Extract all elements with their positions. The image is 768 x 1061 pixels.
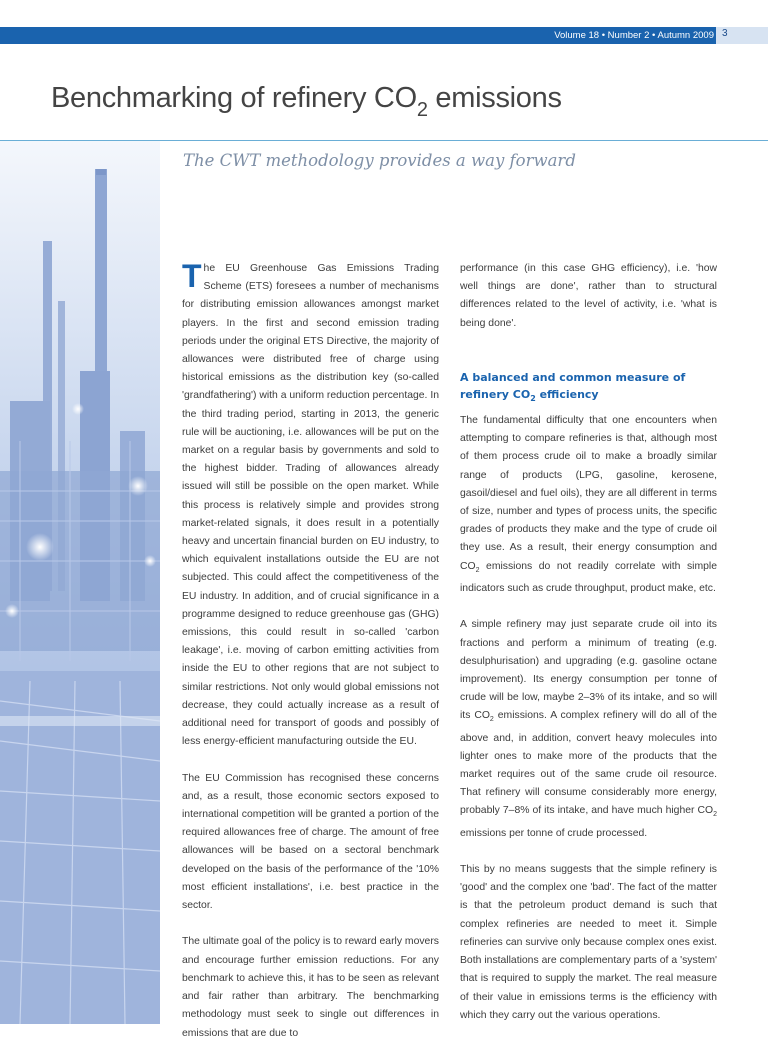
paragraph: This by no means suggests that the simple refinery is 'good' and the complex one 'bad'. The fact of the matter is that the petroleum product demand is such that complex refineries are needed to meet it. Simple refineries can survive only because complex ones exist. Both installations are complementary parts of a 'system' that is required to supply the market. The real measure of their value in emissions terms is the efficiency with which they carry out the various operations. — [460, 864, 717, 1021]
page-title: Benchmarking of refinery $CO_2$ emissions — [51, 82, 562, 121]
drop-cap: T — [182, 258, 202, 294]
paragraph: The EU Greenhouse Gas Emissions Trading Scheme (ETS) foresees a number of mechanisms for distributing emission allowances amongst market players. In the first and second emission trading periods under the original ETS Directive, the majority of allowances were distributed free of charge using historical emissions as the distribution key (so-called 'grandfathering') with a uniform reduction percentage. In the third trading period, starting in 2013, the generic rule will be auctioning, i.e. allowances will be put on the market on a regular basis by governments and sold to the highest bidder. Trading of allowances already issued will still be possible on the open market. While this process is relatively simple and provides strong market-related signals, it does result in a potentially heavy and uncertain financial burden on EU industry, to which equivalent installations outside the EU are not subjected. This could affect the competitiveness of the EU industry. In addition, and of crucial significance in a programme designed to reduce greenhouse gas (GHG) emissions, this could result in so-called 'carbon leakage', i.e. moving of carbon emitting activities from inside the EU to other regions that are not subject to similar restrictions. Not only would global emissions not decrease, they could actually increase as a result of additional need for transport of goods and possibly of less energy-efficient manufacturing outside the EU. — [182, 258, 439, 748]
issue-info: Volume 18 • Number 2 • Autumn 2009 — [554, 30, 714, 41]
text-column-1 — [182, 260, 439, 1061]
article-subtitle: The CWT methodology provides a way forward — [183, 151, 576, 170]
refinery-photo — [0, 141, 160, 1024]
paragraph: A simple refinery may just separate crude oil into its fractions and perform a minimum of treating (e.g. desulphurisation) and upgrading (e.g. gasoline octane improvement). Its energy consumption per tonne of crude will be low, maybe 2–3% of its intake, and so will its $CO_2$ emissions. A complex refinery will do all of the above and, in addition, convert heavy molecules into lighter ones to make more of the products that the market requires out of the same crude oil resource. That refinery will consume considerably more energy, probably 7–8% of its intake, and have much higher $CO_2$ emissions per tonne of crude processed. — [460, 619, 717, 839]
section-heading: A balanced and common measure of refinery $CO_2$ efficiency — [460, 371, 686, 403]
page-number-box — [716, 27, 768, 44]
page-number: 3 — [722, 28, 728, 39]
paragraph: The ultimate goal of the policy is to reward early movers and encourage further emission reductions. For any benchmark to achieve this, it has to be seen as relevant and fair rather than arbitrary. The benchmarking methodology must seek to single out differences in emissions that are due to — [182, 936, 439, 1039]
paragraph: The fundamental difficulty that one encounters when attempting to compare refineries is that, although most of them process crude oil to make a broadly similar range of products (LPG, gasoline, kerosene, gasoil/diesel and fuel oils), they are all different in terms of size, number and types of process units, the specific grades of products they make and the type of crude oil they use. As a result, their energy consumption and $CO_2$ emissions do not readily correlate with simple indicators such as crude throughput, product make, etc. — [460, 415, 717, 594]
paragraph: performance (in this case GHG efficiency), i.e. 'how well things are done', rather than to structural differences related to the level of activity, i.e. 'what is being done'. — [460, 263, 717, 329]
text-column-2 — [460, 260, 717, 1043]
paragraph: The EU Commission has recognised these concerns and, as a result, those economic sectors exposed to international competition will be granted a portion of the required allowances free of charge. The amount of free allowances will be based on a sectoral benchmark developed on the basis of the performance of the '10% most efficient installations', i.e. best practice in the sector. — [182, 772, 439, 912]
